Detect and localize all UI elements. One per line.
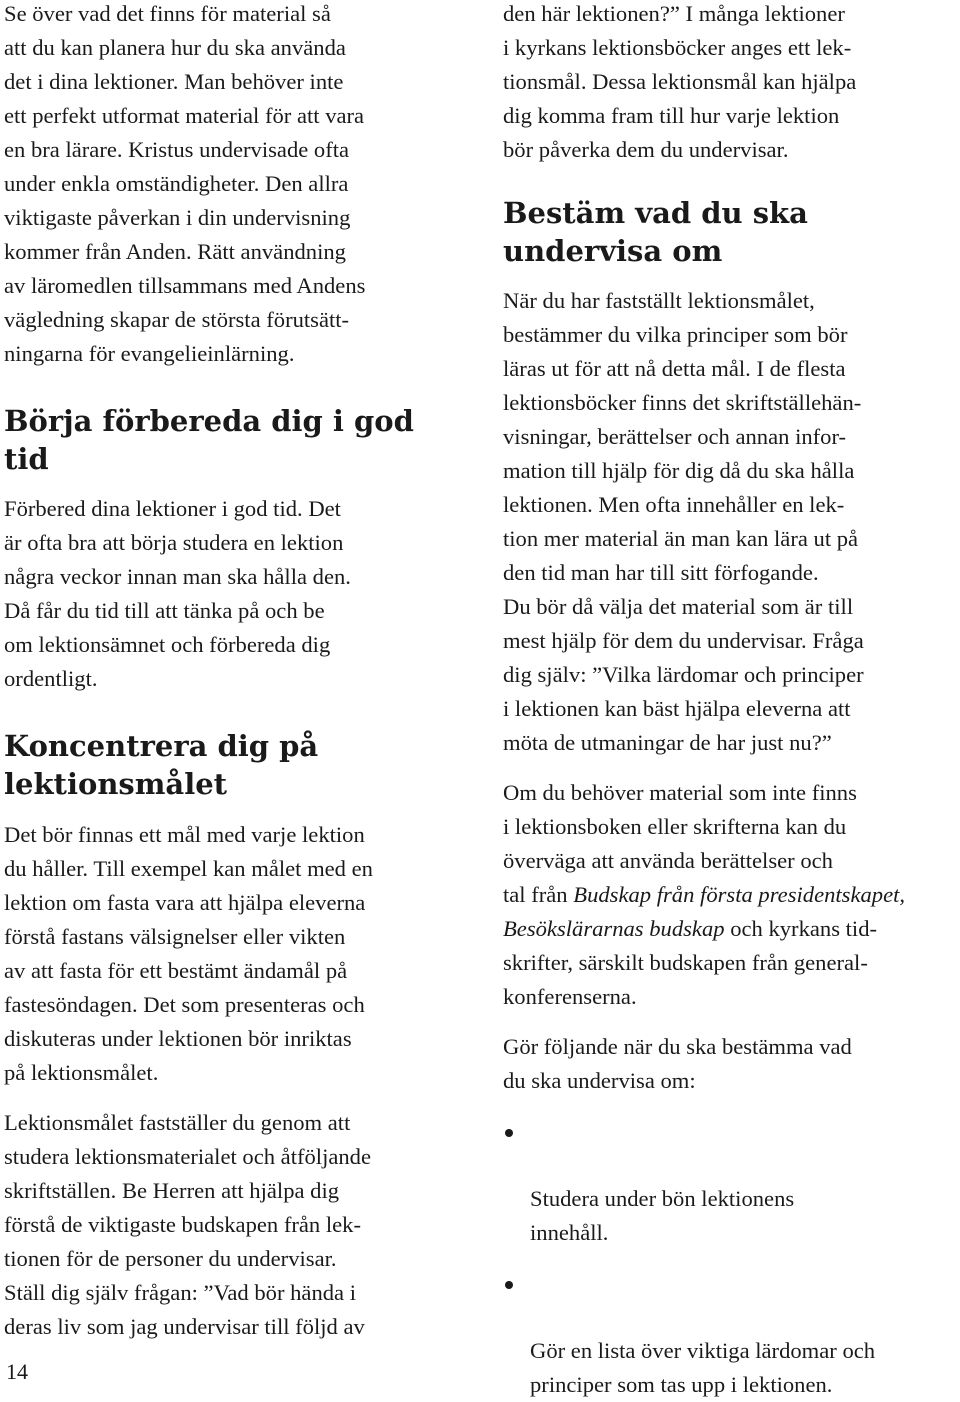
section-heading-what-to-teach: Bestäm vad du ska undervisa om xyxy=(503,196,808,268)
intro-paragraph: Se över vad det finns för material så att du kan planera hur du ska använda det i dina lektioner. Man behöver inte ett perfekt utformat material för att vara en bra lärare. Kristus undervisade ofta under enkla omständigheter. Den allra viktigaste påverkan i din undervisning kommer från Anden. Rätt användning av läromedlen tillsammans med Andens vägledning skapar de största förutsätt- ningarna för evangelieinlärning. xyxy=(4,1,366,366)
section-paragraph-what-to-teach-1: När du har fastställt lektionsmålet, bestämmer du vilka principer som bör läras ut för att nå detta mål. I de flesta lektionsböcker finns det skriftställehän- visningar, berättelser och annan infor- mation till hjälp för dig då du ska hålla lektionen. Men ofta innehåller en lek- tion mer material än man kan lära ut på den tid man har till sitt förfogande. Du bör då välja det material som är till mest hjälp för dem du undervisar. Fråga dig själv: ”Vilka lärdomar och principer i lektionen kan bäst hjälpa eleverna att möta de utmaningar de har just nu?” xyxy=(503,288,864,755)
bullet-item xyxy=(503,1266,958,1402)
section-paragraph-lesson-goal-2: Lektionsmålet fastställer du genom att studera lektionsmaterialet och åtföljande skriftställen. Be Herren att hjälpa dig förstå de viktigaste budskapen från lek- tionen för de personer du undervisar. Ställ dig själv frågan: ”Vad bör hända i deras liv som jag undervisar till följd av xyxy=(4,1110,372,1339)
section-heading-lesson-goal: Koncentrera dig på lektionsmålet xyxy=(4,729,319,801)
italic-title-visiting-teachers: Besökslärarnas budskap xyxy=(503,916,725,941)
bullet-text: Gör en lista över viktiga lärdomar och principer som tas upp i lektionen. xyxy=(530,1338,876,1397)
bullet-text: Studera under bön lektionens innehåll. xyxy=(530,1186,795,1245)
paragraph-text: och kyrkans tid- skrifter, särskilt budskapen från general- konferenserna. xyxy=(503,916,878,1009)
section-paragraph-what-to-teach-3: Gör följande när du ska bestämma vad du ska undervisa om: xyxy=(503,1034,852,1093)
section-heading-start-early: Börja förbereda dig i god tid xyxy=(4,404,414,476)
paragraph-text: Om du behöver material som inte finns i lektionsboken eller skrifterna kan du överväga att använda berättelser och tal från xyxy=(503,780,857,907)
bullet-dot-icon xyxy=(505,1281,513,1289)
italic-title-presidency: Budskap från första presidentskapet, xyxy=(573,882,906,907)
bullet-list xyxy=(503,1114,958,1402)
section-paragraph-start-early: Förbered dina lektioner i god tid. Det är ofta bra att börja studera en lektion några veckor innan man ska hålla den. Då får du tid till att tänka på och be om lektionsämnet och förbereda dig ordentligt. xyxy=(4,496,351,691)
page-number: 14 xyxy=(6,1359,28,1384)
continuation-paragraph: den här lektionen?” I många lektioner i kyrkans lektionsböcker anges ett lek- tionsmål. Dessa lektionsmål kan hjälpa dig komma fram till hur varje lektion bör påverka dem du undervisar. xyxy=(503,1,857,162)
right-column xyxy=(503,0,958,1402)
bullet-dot-icon xyxy=(505,1129,513,1137)
section-paragraph-what-to-teach-2 xyxy=(503,776,958,1014)
section-paragraph-lesson-goal-1: Det bör finnas ett mål med varje lektion du håller. Till exempel kan målet med en lektion om fasta vara att hjälpa eleverna förstå fastans välsignelser eller vikten av att fasta för ett bestämt ändamål på fastesöndagen. Det som presenteras och diskuteras under lektionen bör inriktas på lektionsmålet. xyxy=(4,822,373,1085)
left-column xyxy=(4,0,466,1344)
bullet-item xyxy=(503,1114,958,1250)
